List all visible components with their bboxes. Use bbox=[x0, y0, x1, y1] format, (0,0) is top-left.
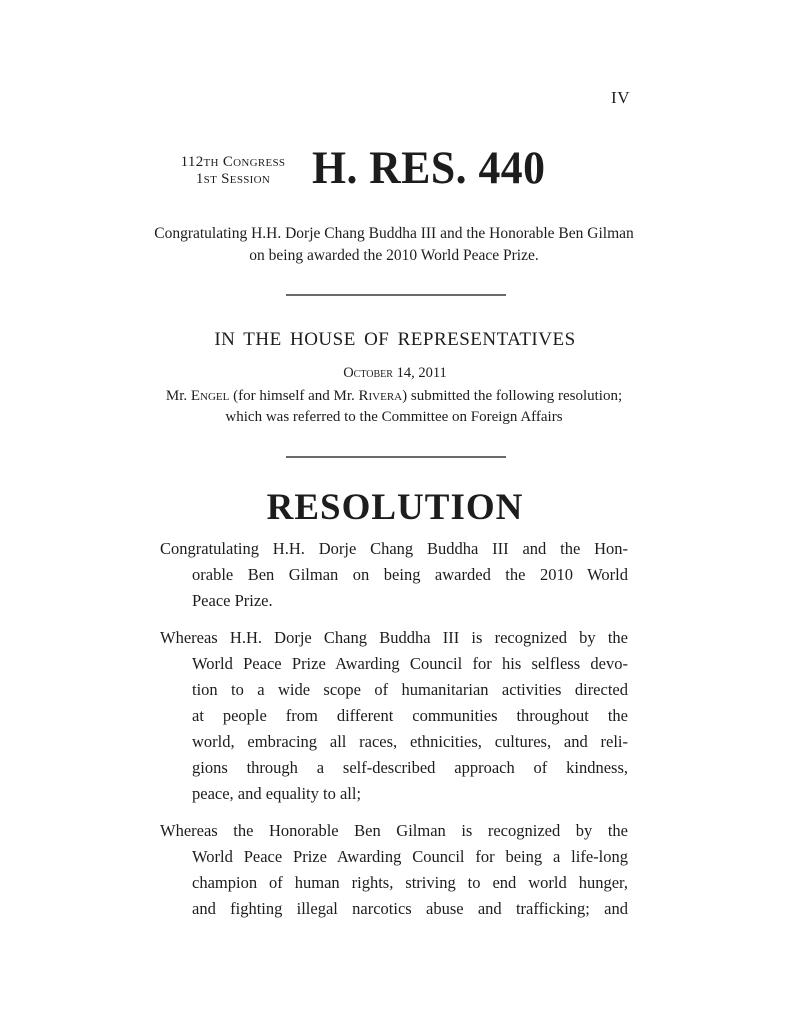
sponsor-text: ) submitted the following resolution; bbox=[402, 388, 623, 404]
preamble-line: Congratulating H.H. Dorje Chang Buddha III and the Hon- bbox=[160, 539, 628, 558]
resolution-heading: RESOLUTION bbox=[266, 487, 524, 528]
whereas-line: World Peace Prize Awarding Council for his selfless devo- bbox=[192, 654, 628, 673]
whereas-line: Whereas the Honorable Ben Gilman is recognized by the bbox=[160, 821, 628, 840]
measure-title-line: on being awarded the 2010 World Peace Prize. bbox=[249, 247, 539, 264]
bill-header bbox=[160, 142, 630, 194]
whereas-line: gions through a self-described approach of kindness, bbox=[192, 758, 628, 777]
whereas-line: World Peace Prize Awarding Council for being a life-long bbox=[192, 847, 628, 866]
sponsor-text: Mr. bbox=[165, 388, 191, 404]
sponsor-name-rivera: Rivera bbox=[358, 388, 403, 404]
whereas-line: peace, and equality to all; bbox=[192, 784, 362, 803]
whereas-line: Whereas H.H. Dorje Chang Buddha III is recognized by the bbox=[160, 628, 628, 647]
whereas-line: champion of human rights, striving to end world hunger, bbox=[192, 873, 628, 892]
session-line: 1st Session bbox=[195, 171, 271, 187]
resolution-body bbox=[160, 536, 628, 922]
sponsor-line bbox=[146, 386, 642, 407]
sponsor-name-engel: Engel bbox=[190, 388, 230, 404]
introduction-date: October 14, 2011 bbox=[343, 365, 447, 381]
page-number: IV bbox=[611, 88, 630, 107]
sponsor-statement bbox=[146, 386, 642, 428]
separator-rule-bottom bbox=[286, 456, 506, 458]
whereas-line: at people from different communities throughout the bbox=[192, 706, 628, 725]
whereas-paragraph-2 bbox=[160, 818, 628, 922]
preamble-paragraph bbox=[160, 536, 628, 614]
congress-session-block bbox=[160, 150, 306, 188]
chamber-heading: IN THE HOUSE OF REPRESENTATIVES bbox=[214, 329, 576, 350]
whereas-line: and fighting illegal narcotics abuse and trafficking; and bbox=[192, 899, 628, 918]
preamble-line: Peace Prize. bbox=[192, 591, 273, 610]
sponsor-text: (for himself and Mr. bbox=[229, 388, 359, 404]
measure-title-line: Congratulating H.H. Dorje Chang Buddha III and the Honorable Ben Gilman bbox=[154, 225, 634, 242]
whereas-paragraph-1 bbox=[160, 625, 628, 807]
referral-line: which was referred to the Committee on Foreign Affairs bbox=[225, 409, 563, 425]
congress-line: 112th Congress bbox=[180, 154, 286, 170]
separator-rule-top bbox=[286, 294, 506, 296]
whereas-line: tion to a wide scope of humanitarian activities directed bbox=[192, 680, 628, 699]
bill-number: H. RES. 440 bbox=[312, 142, 546, 194]
measure-title bbox=[146, 223, 642, 267]
whereas-line: world, embracing all races, ethnicities, cultures, and reli- bbox=[192, 732, 628, 751]
preamble-line: orable Ben Gilman on being awarded the 2010 World bbox=[192, 565, 628, 584]
